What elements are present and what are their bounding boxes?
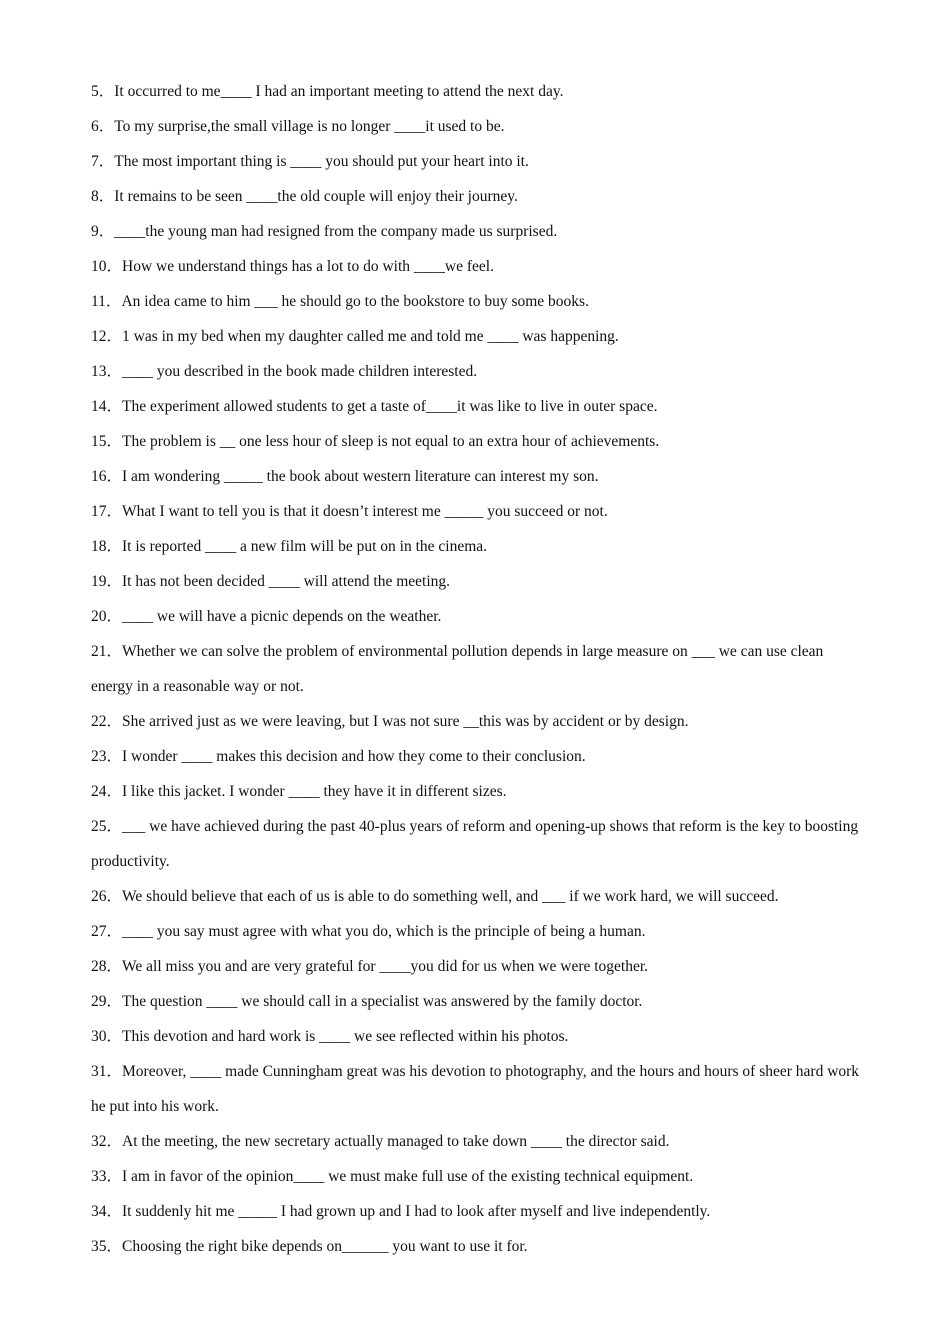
question-text: She arrived just as we were leaving, but I was not sure __this was by accident or by design. [122,713,689,730]
question-text: ____the young man had resigned from the company made us surprised. [114,223,558,240]
question-item [91,1229,861,1264]
question-number: 20． [91,608,123,625]
question-number: 15． [91,433,123,450]
question-text: We should believe that each of us is able to do something well, and ___ if we work hard, we will succeed. [122,888,779,905]
question-item [91,949,861,984]
question-text: To my surprise,the small village is no longer ____it used to be. [114,118,505,135]
question-text: ____ you say must agree with what you do, which is the principle of being a human. [122,923,646,940]
question-number: 25． [91,818,123,835]
question-number: 23． [91,748,123,765]
question-number: 31． [91,1063,123,1080]
question-number: 13． [91,363,123,380]
question-number: 10． [91,258,123,275]
question-number: 6． [91,118,115,135]
question-number: 35． [91,1238,123,1255]
question-text: It suddenly hit me _____ I had grown up and I had to look after myself and live independently. [122,1203,711,1220]
question-text: Choosing the right bike depends on______ you want to use it for. [122,1238,528,1255]
question-item [91,1054,861,1124]
question-text: I like this jacket. I wonder ____ they have it in different sizes. [122,783,507,800]
question-item [91,1019,861,1054]
question-item [91,599,861,634]
question-item [91,74,861,109]
question-item [91,1124,861,1159]
question-number: 8． [91,188,115,205]
question-number: 28． [91,958,123,975]
question-number: 18． [91,538,123,555]
question-text: The question ____ we should call in a specialist was answered by the family doctor. [122,993,643,1010]
question-text: We all miss you and are very grateful for ____you did for us when we were together. [122,958,649,975]
question-item [91,774,861,809]
question-text: I wonder ____ makes this decision and how they come to their conclusion. [122,748,586,765]
question-item [91,914,861,949]
question-text: The problem is __ one less hour of sleep is not equal to an extra hour of achievements. [122,433,660,450]
question-item [91,144,861,179]
question-number: 19． [91,573,123,590]
question-item [91,1159,861,1194]
question-text: The experiment allowed students to get a taste of____it was like to live in outer space. [122,398,658,415]
question-item [91,284,861,319]
question-text: How we understand things has a lot to do with ____we feel. [122,258,494,275]
question-number: 9． [91,223,115,240]
question-item [91,459,861,494]
question-item [91,1194,861,1229]
question-number: 34． [91,1203,123,1220]
question-number: 24． [91,783,123,800]
question-item [91,319,861,354]
question-item [91,249,861,284]
question-text: Whether we can solve the problem of environmental pollution depends in large measure on ___ we can use clean energy in a reasonable way or not. [91,643,824,695]
question-item [91,529,861,564]
question-number: 12． [91,328,123,345]
question-item [91,354,861,389]
question-item [91,494,861,529]
question-item [91,109,861,144]
question-text: 1 was in my bed when my daughter called me and told me ____ was happening. [122,328,619,345]
question-item [91,879,861,914]
question-number: 5． [91,83,115,100]
question-item [91,704,861,739]
question-item [91,179,861,214]
question-number: 26． [91,888,123,905]
question-number: 21． [91,643,123,660]
question-number: 29． [91,993,123,1010]
question-text: It is reported ____ a new film will be put on in the cinema. [122,538,488,555]
question-text: It has not been decided ____ will attend the meeting. [122,573,451,590]
question-number: 16． [91,468,123,485]
question-item [91,214,861,249]
question-text: ___ we have achieved during the past 40-plus years of reform and opening-up shows that reform is the key to boosting productivity. [91,818,859,870]
question-text: ____ we will have a picnic depends on the weather. [122,608,442,625]
question-text: I am in favor of the opinion____ we must make full use of the existing technical equipment. [122,1168,694,1185]
question-item [91,564,861,599]
question-number: 17． [91,503,123,520]
question-number: 11． [91,293,122,310]
question-number: 14． [91,398,123,415]
question-number: 32． [91,1133,123,1150]
question-text: What I want to tell you is that it doesn’t interest me _____ you succeed or not. [122,503,608,520]
question-text: It remains to be seen ____the old couple will enjoy their journey. [114,188,518,205]
question-text: Moreover, ____ made Cunningham great was his devotion to photography, and the hours and hours of sheer hard work he put into his work. [91,1063,860,1115]
question-text: The most important thing is ____ you should put your heart into it. [114,153,529,170]
question-item [91,739,861,774]
question-number: 33． [91,1168,123,1185]
question-text: This devotion and hard work is ____ we see reflected within his photos. [122,1028,569,1045]
question-number: 22． [91,713,123,730]
question-item [91,389,861,424]
question-item [91,424,861,459]
question-text: I am wondering _____ the book about western literature can interest my son. [122,468,599,485]
question-item [91,809,861,879]
question-item [91,984,861,1019]
question-number: 30． [91,1028,123,1045]
question-text: ____ you described in the book made children interested. [122,363,478,380]
question-number: 27． [91,923,123,940]
question-text: It occurred to me____ I had an important meeting to attend the next day. [114,83,564,100]
question-item [91,634,861,704]
question-text: At the meeting, the new secretary actually managed to take down ____ the director said. [122,1133,670,1150]
question-list [91,74,861,1264]
question-number: 7． [91,153,115,170]
question-text: An idea came to him ___ he should go to the bookstore to buy some books. [121,293,589,310]
